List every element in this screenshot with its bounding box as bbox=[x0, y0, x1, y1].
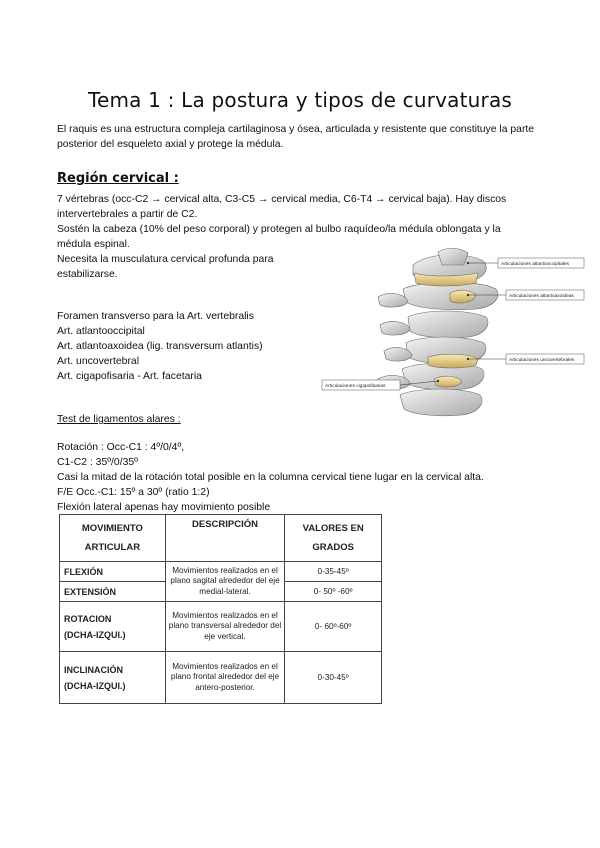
description-cell: Movimientos realizados en el plano transversal alrededor del eje vertical. bbox=[165, 602, 285, 652]
text-line: Flexión lateral apenas hay movimiento posible bbox=[57, 502, 271, 513]
text-line: C1-C2 : 35º/0/35º bbox=[57, 457, 138, 468]
table-row bbox=[60, 652, 382, 704]
table-header-row bbox=[60, 515, 382, 562]
table-header-cell bbox=[60, 515, 166, 562]
movement-cell: EXTENSIÓN bbox=[60, 582, 166, 602]
movement-line: (DCHA-IZQUI.) bbox=[64, 629, 126, 640]
text-line: Sostén la cabeza (10% del peso corporal) y protegen al bulbo raquídeo/la médula oblongata y la bbox=[57, 224, 501, 235]
table-header-cell bbox=[165, 515, 285, 562]
text-line: 7 vértebras (occ-C2 → cervical alta, C3-C5 → cervical media, C6-T4 → cervical baja). Hay discos bbox=[57, 194, 507, 205]
header-line: DESCRIPCIÓN bbox=[192, 519, 258, 530]
text-line: médula espinal. bbox=[57, 239, 130, 250]
table-header-cell bbox=[285, 515, 382, 562]
header-line: MOVIMIENTO bbox=[81, 523, 143, 534]
label-atlantoaxoidea: Articulaciones atlantoaxoideas bbox=[509, 294, 574, 299]
value-cell: 0- 60º-60º bbox=[285, 602, 382, 652]
list-item: Foramen transverso para la Art. vertebralis bbox=[57, 311, 254, 322]
text-line: Rotación : Occ-C1 : 4º/0/4º, bbox=[57, 442, 185, 453]
list-item: Art. atlantooccipital bbox=[57, 326, 145, 337]
cervical-spine-illustration bbox=[318, 247, 590, 419]
rotation-notes bbox=[57, 440, 484, 515]
movement-line: ROTACION bbox=[64, 613, 112, 624]
description-cell: Movimientos realizados en el plano frontal alrededor del eje antero-posterior. bbox=[165, 652, 285, 704]
value-cell: 0-30-45º bbox=[285, 652, 382, 704]
movement-cell bbox=[60, 652, 166, 704]
header-line: VALORES EN bbox=[302, 523, 364, 534]
value-cell: 0- 50º -60º bbox=[285, 582, 382, 602]
movement-line: (DCHA-IZQUI.) bbox=[64, 680, 126, 691]
test-heading: Test de ligamentos alares : bbox=[57, 414, 181, 425]
text-line: estabilizarse. bbox=[57, 269, 118, 280]
text-line: F/E Occ.-C1: 15º a 30º (ratio 1:2) bbox=[57, 487, 210, 498]
list-item: Art. atlantoaxoidea (lig. transversum atlantis) bbox=[57, 341, 263, 352]
movement-table bbox=[59, 514, 382, 704]
description-cell: Movimientos realizados en el plano sagital alrededor del eje medial-lateral. bbox=[165, 562, 285, 602]
articulations-list bbox=[57, 309, 263, 384]
page-title: Tema 1 : La postura y tipos de curvaturas bbox=[87, 88, 513, 112]
intro-paragraph: El raquis es una estructura compleja cartilaginosa y ósea, articulada y resistente que constituye la parte posterior del esqueleto axial y protege la médula. bbox=[57, 124, 535, 150]
value-cell: 0-35-45º bbox=[285, 562, 382, 582]
movement-cell bbox=[60, 602, 166, 652]
table-row bbox=[60, 602, 382, 652]
table-row bbox=[60, 562, 382, 582]
label-atlantooccipital: Articulaciones atlantooccipitales bbox=[501, 262, 569, 267]
header-line: ARTICULAR bbox=[84, 542, 141, 553]
text-line: Necesita la musculatura cervical profunda para bbox=[57, 254, 274, 265]
label-uncovertebral: Articulaciones uncovertebrales bbox=[509, 358, 575, 363]
movement-cell: FLEXIÓN bbox=[60, 562, 166, 582]
vertebrae bbox=[378, 248, 498, 415]
label-cigapofisarias: Articulaciones cigapofisarias bbox=[325, 384, 386, 389]
list-item: Art. uncovertebral bbox=[57, 356, 140, 367]
header-line: GRADOS bbox=[312, 542, 355, 553]
movement-line: INCLINACIÓN bbox=[64, 664, 123, 675]
section-heading-cervical: Región cervical : bbox=[57, 171, 179, 186]
list-item: Art. cigapofisaria - Art. facetaria bbox=[57, 371, 202, 382]
text-line: Casi la mitad de la rotación total posible en la columna cervical tiene lugar en la cervical alta. bbox=[57, 472, 484, 483]
text-line: intervertebrales a partir de C2. bbox=[57, 209, 198, 220]
